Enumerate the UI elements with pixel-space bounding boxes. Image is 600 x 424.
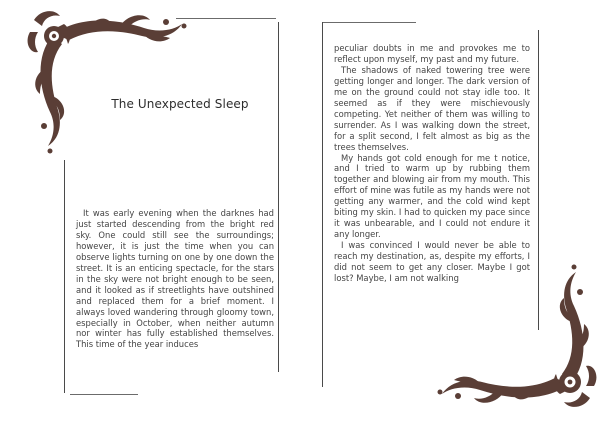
chapter-title: The Unexpected Sleep xyxy=(111,97,249,111)
left-page-left-edge xyxy=(64,160,65,393)
right-page-top-rule xyxy=(322,22,416,23)
left-text-column xyxy=(76,208,274,350)
paragraph: I was convinced I would never be able to reach my destination, as, despite my efforts, I did not seem to get any closer. Maybe I got lost? Maybe, I am not walking xyxy=(334,240,530,284)
paragraph: My hands got cold enough for me t notice, and I tried to warm up by rubbing them together and blowing air from my mouth. This effort of mine was futile as my hands were not getting any warmer, and the cold wind kept biting my skin. I had to quicken my pace since it was unbearable, and I could not endure it any longer. xyxy=(334,152,530,240)
paragraph: It was early evening when the darknes had just started descending from the bright red sky. One could still see the surroundings; however, it is just the time when you can observe lights turning on one by one down the street. It is an enticing spectacle, for the stars in the sky were not bright enough to be seen, and it looked as if streetlights have outshined and replaced them for a brief moment. I always loved wandering through gloomy town, especially in October, when neither autumn nor winter has fully established themselves. This time of the year induces xyxy=(76,208,274,350)
right-page-left-edge xyxy=(322,22,323,387)
paragraph: The shadows of naked towering tree were getting longer and longer. The dark version of me on the ground could not stay idle too. It seemed as if they were mischievously competing. Yet neither of them was willing to surrender. As I was walking down the street, for a split second, I felt almost as big as the trees themselves. xyxy=(334,64,530,152)
left-page-right-edge xyxy=(278,22,279,372)
right-text-column xyxy=(334,43,530,284)
left-page-bottom-rule xyxy=(70,394,138,395)
bottom-right-flourish-icon xyxy=(428,252,600,416)
top-left-flourish-icon xyxy=(24,6,194,160)
paragraph: peculiar doubts in me and provokes me to reflect upon myself, my past and my future. xyxy=(334,43,530,64)
